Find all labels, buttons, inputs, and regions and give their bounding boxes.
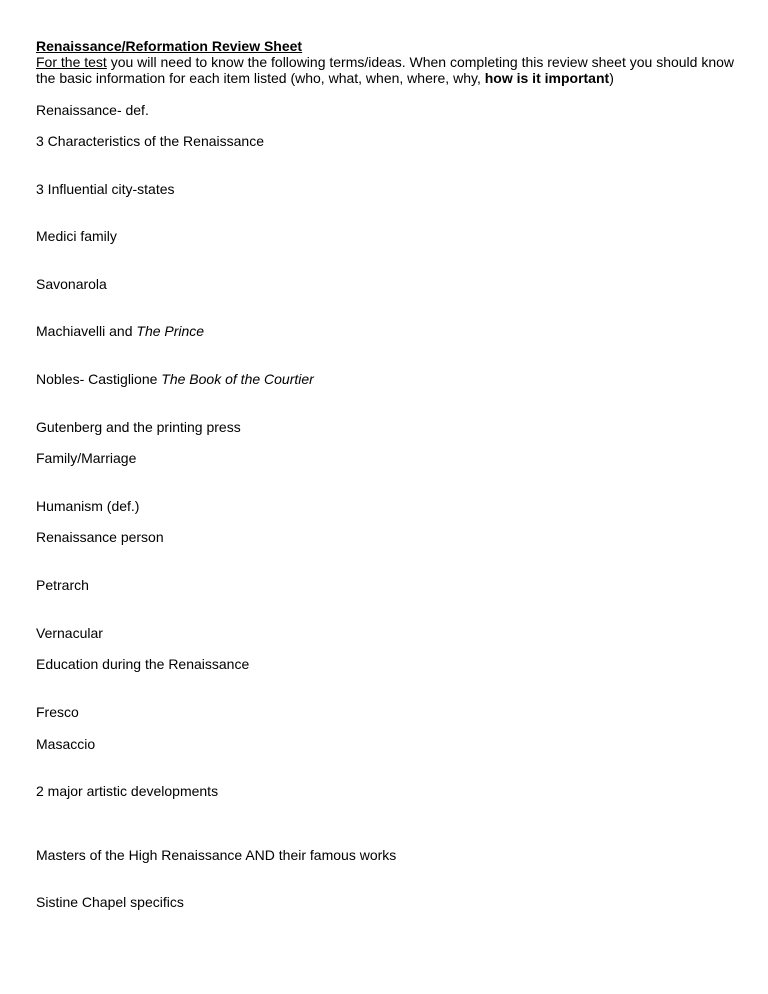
list-item-text: Medici family [36, 228, 117, 244]
intro-bold-text: how is it important [484, 70, 610, 86]
list-item-text: Masters of the High Renaissance AND their famous works [36, 847, 397, 863]
list-item-italic-title: The Prince [136, 323, 205, 339]
list-item-text: Savonarola [36, 276, 107, 292]
list-item-text: Fresco [36, 704, 79, 720]
list-item-text: Sistine Chapel specifics [36, 894, 184, 910]
list-item-italic-title: The Book of the Courtier [161, 371, 314, 387]
list-item-fresco [36, 704, 79, 720]
list-item-text: 3 Influential city-states [36, 181, 175, 197]
list-item-renaissance-person [36, 529, 164, 545]
list-item-humanism [36, 498, 139, 514]
list-item-text: Vernacular [36, 625, 103, 641]
list-item-text: Gutenberg and the printing press [36, 419, 241, 435]
list-item-medici-family [36, 228, 117, 244]
list-item-gutenberg [36, 419, 241, 435]
list-item-text: Family/Marriage [36, 450, 137, 466]
list-item-text: 3 Characteristics of the Renaissance [36, 133, 264, 149]
intro-paragraph [36, 54, 746, 86]
list-item-masaccio [36, 736, 95, 752]
list-item-vernacular [36, 625, 103, 641]
list-item-education [36, 656, 249, 672]
list-item-family-marriage [36, 450, 136, 466]
intro-underlined-lead: For the test [36, 54, 107, 70]
list-item-text: Education during the Renaissance [36, 656, 250, 672]
list-item-text: Petrarch [36, 577, 89, 593]
list-item-characteristics [36, 133, 264, 149]
list-item-artistic-developments [36, 783, 218, 799]
list-item-text: 2 major artistic developments [36, 783, 219, 799]
list-item-renaissance-def [36, 102, 149, 118]
intro-text: you will need to know the following terms/ideas. When completing this review sheet you should know the basic information for each item listed (who, what, when, where, why, [36, 54, 735, 86]
intro-text-end: ) [609, 70, 614, 86]
list-item-city-states [36, 181, 175, 197]
list-item-text: Masaccio [36, 736, 96, 752]
list-item-text: Renaissance- def. [36, 102, 149, 118]
list-item-high-renaissance-masters [36, 847, 396, 863]
list-item-savonarola [36, 276, 107, 292]
list-item-petrarch [36, 577, 89, 593]
list-item-machiavelli [36, 323, 204, 339]
list-item-sistine-chapel [36, 894, 184, 910]
list-item-castiglione [36, 371, 314, 387]
list-item-text: Nobles- Castiglione [36, 371, 162, 387]
list-item-text: Humanism (def.) [36, 498, 140, 514]
list-item-text: Renaissance person [36, 529, 164, 545]
page-title: Renaissance/Reformation Review Sheet [36, 38, 303, 54]
list-item-text: Machiavelli and [36, 323, 137, 339]
